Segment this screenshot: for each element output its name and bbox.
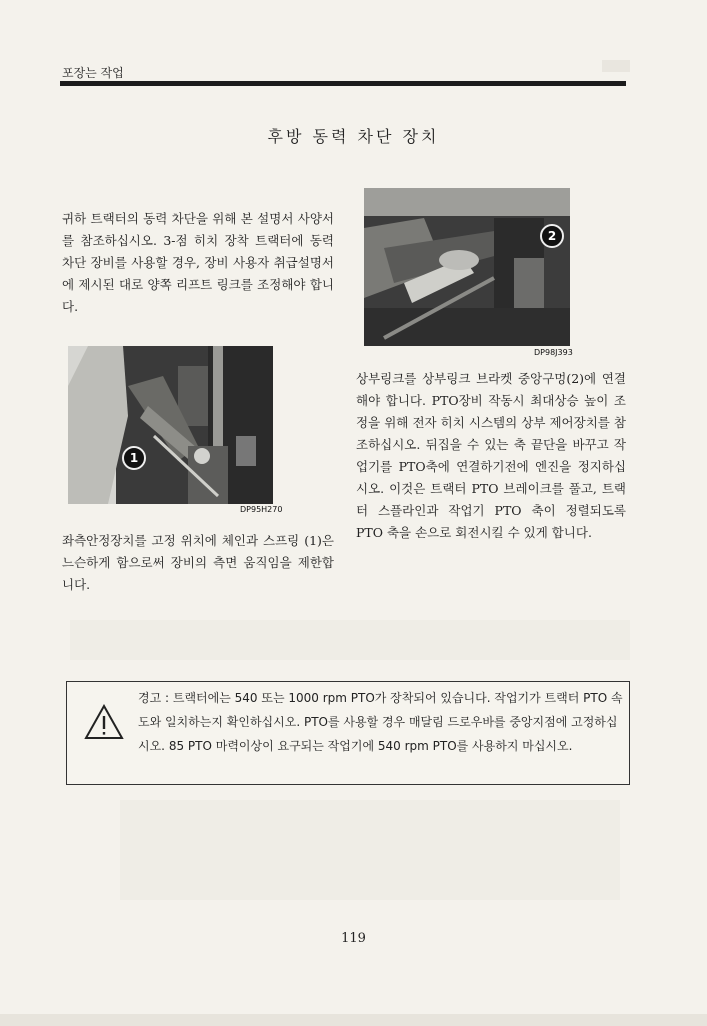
bleed-through-ghost [120, 800, 620, 900]
page-title: 후방 동력 차단 장치 [267, 127, 440, 146]
upper-link-paragraph: 상부링크를 상부링크 브라켓 중앙구멍(2)에 연결해야 합니다. PTO장비 작동시 최대상승 높이 조정을 위해 전자 히치 시스템의 상부 제어장치를 참조하십시오. 뒤집을 수 있는 축 끝단을 바꾸고 작업기를 PTO축에 연결하기전에 엔진을 정지하십시오. 이것은 트랙터 PTO 브레이크를 풀고, 트랙터 스플라인과 작업기 PTO 축이 정렬되도록 PTO 축을 손으로 회전시킬 수 있게 합니다. [356, 371, 626, 540]
tractor-stabilizer-photo [68, 346, 273, 504]
header-divider [60, 81, 626, 86]
stabilizer-caption-paragraph: 좌측안정장치를 고정 위치에 체인과 스프링 (1)은 느슨하게 함으로써 장비의 측면 움직임을 제한합니다. [62, 533, 334, 592]
right-figure-code: DP98J393 [534, 348, 573, 357]
bleed-through-ghost [602, 60, 630, 72]
warning-text: 경고 : 트랙터에는 540 또는 1000 rpm PTO가 장착되어 있습니다. 작업기가 트랙터 PTO 속도와 일치하는지 확인하십시오. PTO를 사용할 경우 매달림 드로우바를 중앙지점에 고정하십시오. 85 PTO 마력이상이 요구되는 작업기에 540 rpm PTO를 사용하지 마십시오. [138, 691, 623, 753]
page-number: 119 [341, 931, 366, 946]
upper-link-bracket-photo [364, 188, 570, 346]
section-header-label: 포장는 작업 [62, 66, 124, 80]
warning-triangle-icon [84, 704, 124, 744]
callout-1-marker: 1 [122, 446, 146, 470]
intro-paragraph: 귀하 트랙터의 동력 차단을 위해 본 설명서 사양서를 참조하십시오. 3-점 히치 장착 트랙터에 동력 차단 장비를 사용할 경우, 장비 사용자 취급설명서에 제시된 대로 양쪽 리프트 링크를 조정해야 합니다. [62, 211, 334, 314]
left-figure-code: DP95H270 [240, 505, 283, 514]
callout-2-marker: 2 [540, 224, 564, 248]
warning-box [66, 681, 630, 785]
bottom-margin-strip [0, 1014, 707, 1026]
bleed-through-ghost [70, 620, 630, 660]
